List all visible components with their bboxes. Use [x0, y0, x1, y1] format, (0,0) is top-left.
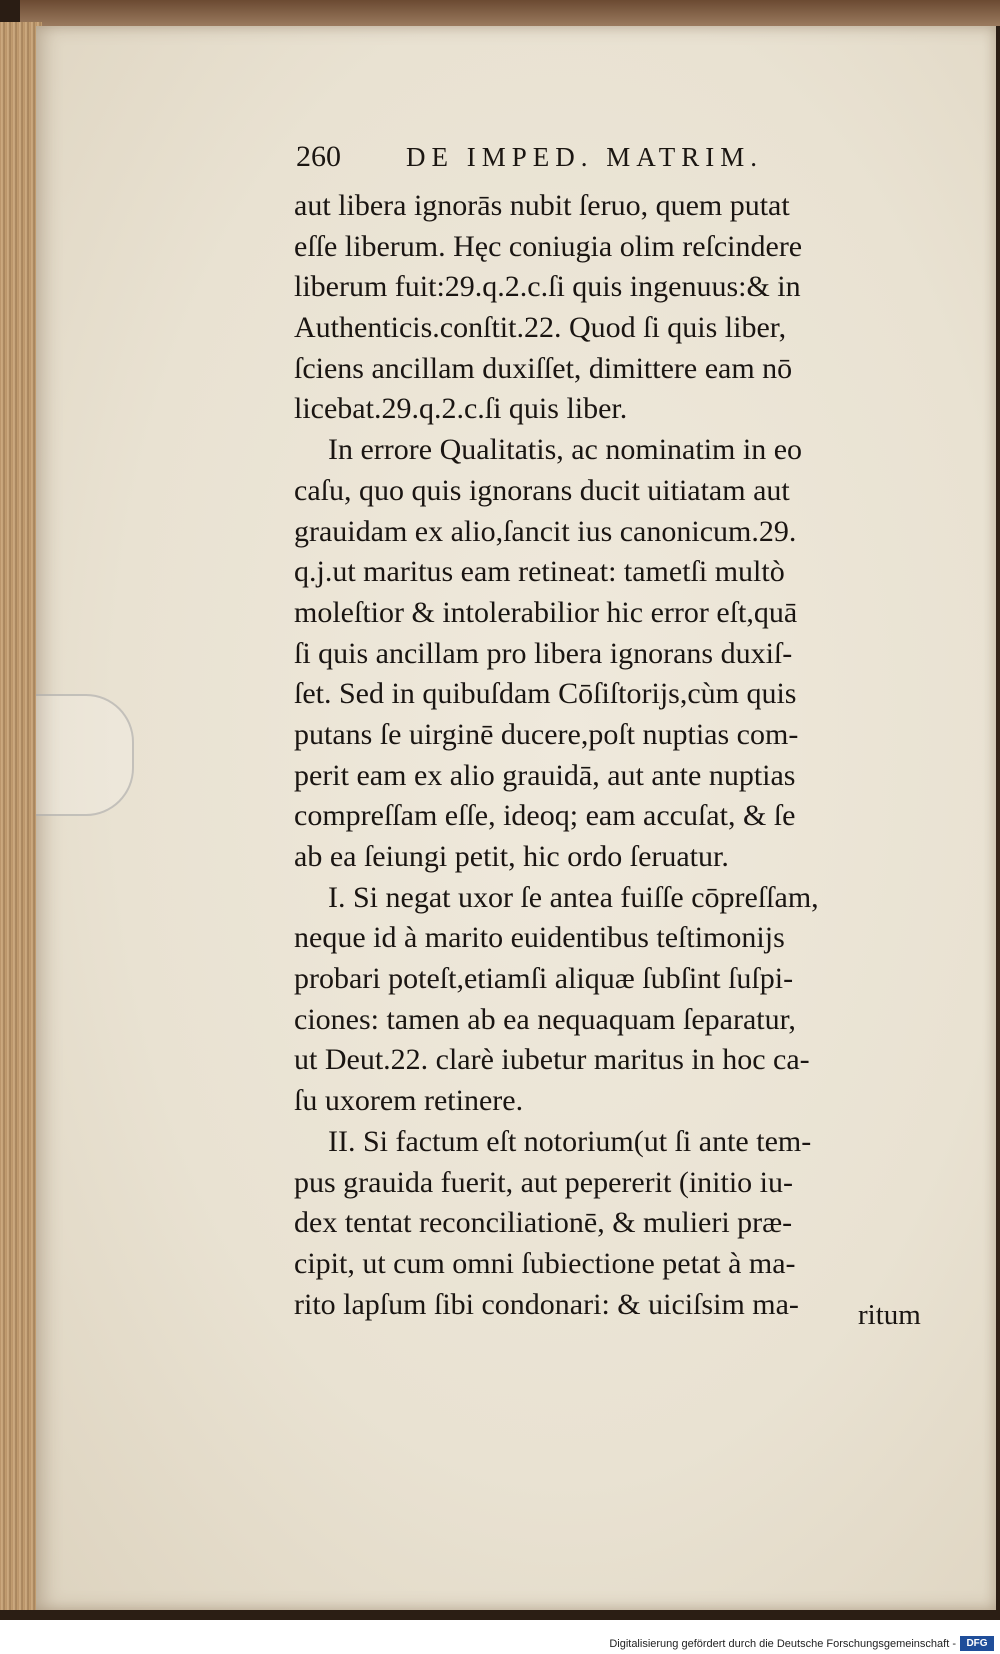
text-line: ab ea ſeiungi petit, hic ordo ſeruatur.: [294, 840, 729, 873]
digitization-credit: Digitalisierung gefördert durch die Deutsche Forschungsgemeinschaft -: [609, 1638, 956, 1650]
text-line: ut Deut.22. clarè iubetur maritus in hoc ca-: [294, 1043, 810, 1077]
text-line: dex tentat reconciliationē, & mulieri præ-: [294, 1206, 793, 1240]
text-line: ciones: tamen ab ea nequaquam ſeparatur,: [294, 1002, 796, 1036]
catchword: ritum: [858, 1299, 921, 1331]
text-line: caſu, quo quis ignorans ducit uitiatam aut: [294, 473, 790, 507]
text-line: aut libera ignorās nubit ſeruo, quem putat: [294, 189, 790, 222]
text-line: pus grauida fuerit, aut pepererit (initio iu-: [294, 1165, 793, 1199]
text-line: q.j.ut maritus eam retineat: tametſi multò: [294, 555, 785, 589]
text-line: cipit, ut cum omni ſubiectione petat à ma-: [294, 1246, 796, 1280]
text-line: licebat.29.q.2.c.ſi quis liber.: [294, 392, 628, 426]
text-line: ſet. Sed in quibuſdam Cōſiſtorijs,cùm quis: [294, 677, 797, 711]
text-block: [294, 186, 954, 1325]
text-line: liberum fuit:29.q.2.c.ſi quis ingenuus:& in: [294, 270, 801, 304]
text-line: perit eam ex alio grauidā, aut ante nuptias: [294, 758, 796, 792]
text-line: ſu uxorem retinere.: [294, 1084, 524, 1118]
text-line: compreſſam eſſe, ideoq; eam accuſat, & ſe: [294, 799, 796, 833]
text-line: moleſtior & intolerabilior hic error eſt,quā: [294, 595, 798, 629]
page-clip: [36, 694, 134, 816]
text-line: neque id à marito euidentibus teſtimonijs: [294, 921, 785, 955]
text-line: ſi quis ancillam pro libera ignorans duxiſ-: [294, 636, 793, 670]
running-title: DE IMPED. MATRIM.: [406, 142, 764, 172]
page-number: 260: [296, 140, 341, 173]
text-line: Authenticis.conſtit.22. Quod ſi quis liber,: [294, 311, 787, 345]
book-top-edge: [20, 0, 1000, 26]
text-line: rito lapſum ſibi condonari: & uiciſsim ma-: [294, 1287, 799, 1321]
text-line: probari poteſt,etiamſi aliquæ ſubſint ſuſpi-: [294, 962, 794, 996]
dfg-logo: DFG: [960, 1636, 994, 1651]
text-line: eſſe liberum. Hęc coniugia olim reſcindere: [294, 229, 803, 263]
text-line: In errore Qualitatis, ac nominatim in eo: [328, 433, 803, 467]
text-line: ſciens ancillam duxiſſet, dimittere eam nō: [294, 351, 793, 385]
text-line: I. Si negat uxor ſe antea fuiſſe cōpreſſam,: [328, 880, 819, 914]
text-line: grauidam ex alio,ſancit ius canonicum.29.: [294, 514, 797, 548]
running-head: [296, 140, 836, 182]
text-line: II. Si factum eſt notorium(ut ſi ante tem-: [328, 1124, 812, 1158]
text-line: putans ſe uirginē ducere,poſt nuptias com-: [294, 717, 799, 751]
